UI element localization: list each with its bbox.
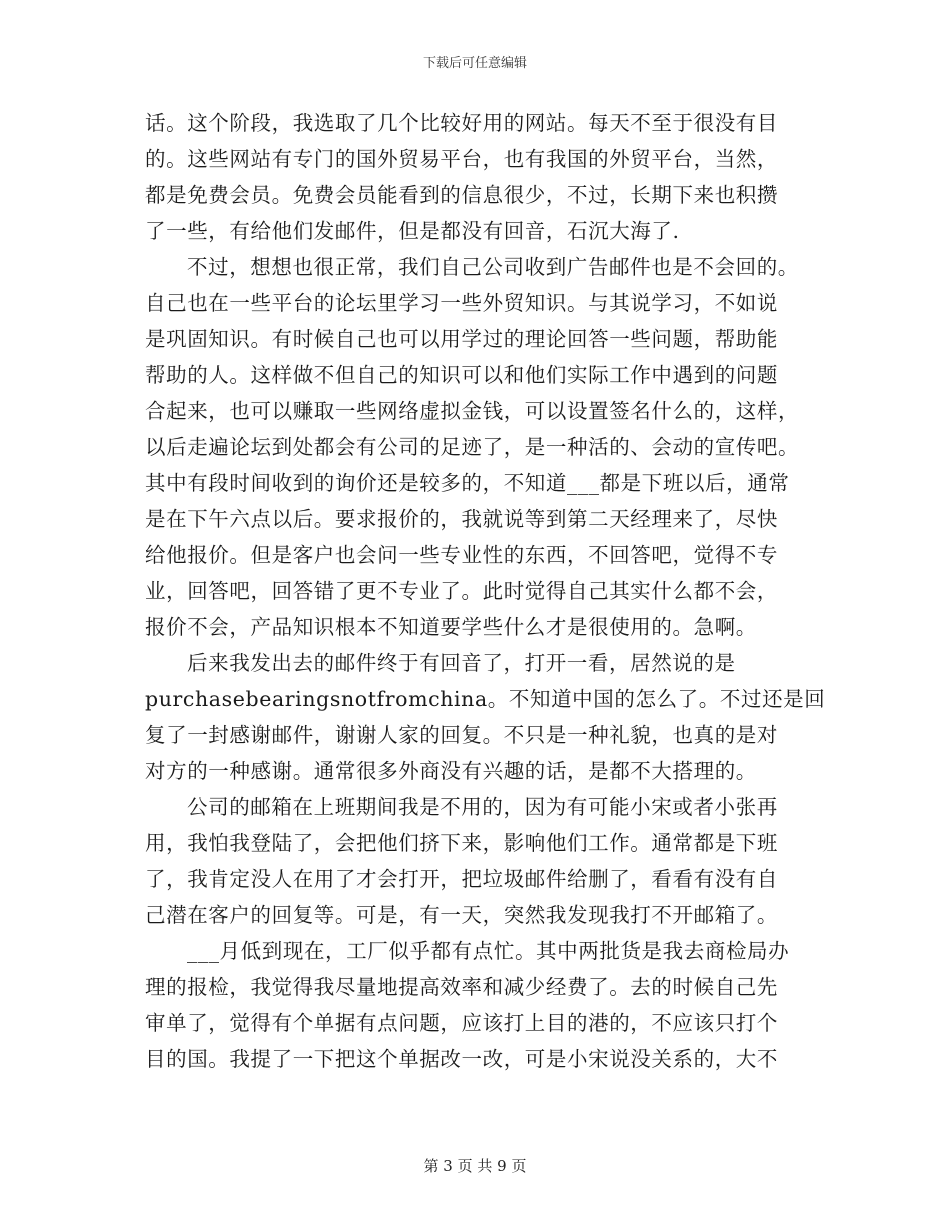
text-line: ___月低到现在，工厂似乎都有点忙。其中两批货是我去商检局办 (187, 939, 790, 963)
text-line: 理的报检，我觉得我尽量地提高效率和减少经费了。去的时候自己先 (145, 975, 778, 999)
text-line: 公司的邮箱在上班期间我是不用的，因为有可能小宋或者小张再 (187, 795, 778, 819)
document-body (145, 105, 825, 1077)
text-line: 是巩固知识。有时候自己也可以用学过的理论回答一些问题，帮助能 (145, 327, 778, 351)
text-line: 目的国。我提了一下把这个单据改一改，可是小宋说没关系的，大不 (145, 1047, 778, 1071)
text-line: 审单了，觉得有个单据有点问题，应该打上目的港的，不应该只打个 (145, 1011, 778, 1035)
text-line: 合起来，也可以赚取一些网络虚拟金钱，可以设置签名什么的，这样， (145, 399, 800, 423)
text-line: 是在下午六点以后。要求报价的，我就说等到第二天经理来了，尽快 (145, 507, 778, 531)
text-line: 后来我发出去的邮件终于有回音了，打开一看，居然说的是 (187, 651, 736, 675)
text-line: 都是免费会员。免费会员能看到的信息很少，不过，长期下来也积攒 (145, 183, 778, 207)
page-footer: 第 3 页 共 9 页 (423, 1157, 527, 1175)
text-line: 话。这个阶段，我选取了几个比较好用的网站。每天不至于很没有目 (145, 111, 778, 135)
text-line: 复了一封感谢邮件，谢谢人家的回复。不只是一种礼貌，也真的是对 (145, 723, 778, 747)
text-line: 了一些，有给他们发邮件，但是都没有回音，石沉大海了. (145, 219, 680, 243)
text-line: 以后走遍论坛到处都会有公司的足迹了，是一种活的、会动的宣传吧。 (145, 435, 800, 459)
text-line: 的。这些网站有专门的国外贸易平台，也有我国的外贸平台，当然， (145, 147, 778, 171)
text-line: 其中有段时间收到的询价还是较多的，不知道___都是下班以后，通常 (145, 471, 790, 495)
text-line: 了，我肯定没人在用了才会打开，把垃圾邮件给删了，看看有没有自 (145, 867, 778, 891)
text-line: 不过，想想也很正常，我们自己公司收到广告邮件也是不会回的。 (187, 255, 799, 279)
text-line: 报价不会，产品知识根本不知道要学些什么才是很使用的。急啊。 (145, 615, 757, 639)
text-line: 帮助的人。这样做不但自己的知识可以和他们实际工作中遇到的问题 (145, 363, 778, 387)
text-line: 用，我怕我登陆了，会把他们挤下来，影响他们工作。通常都是下班 (145, 831, 778, 855)
text-line: purchasebearingsnotfromchina。不知道中国的怎么了。不过还是回 (145, 687, 826, 711)
text-line: 对方的一种感谢。通常很多外商没有兴趣的话，是都不大搭理的。 (145, 759, 757, 783)
text-line: 业，回答吧，回答错了更不专业了。此时觉得自己其实什么都不会， (145, 579, 778, 603)
text-line: 给他报价。但是客户也会问一些专业性的东西，不回答吧，觉得不专 (145, 543, 778, 567)
text-line: 自己也在一些平台的论坛里学习一些外贸知识。与其说学习，不如说 (145, 291, 778, 315)
text-line: 己潜在客户的回复等。可是，有一天，突然我发现我打不开邮箱了。 (145, 903, 778, 927)
page-header: 下载后可任意编辑 (422, 56, 527, 71)
